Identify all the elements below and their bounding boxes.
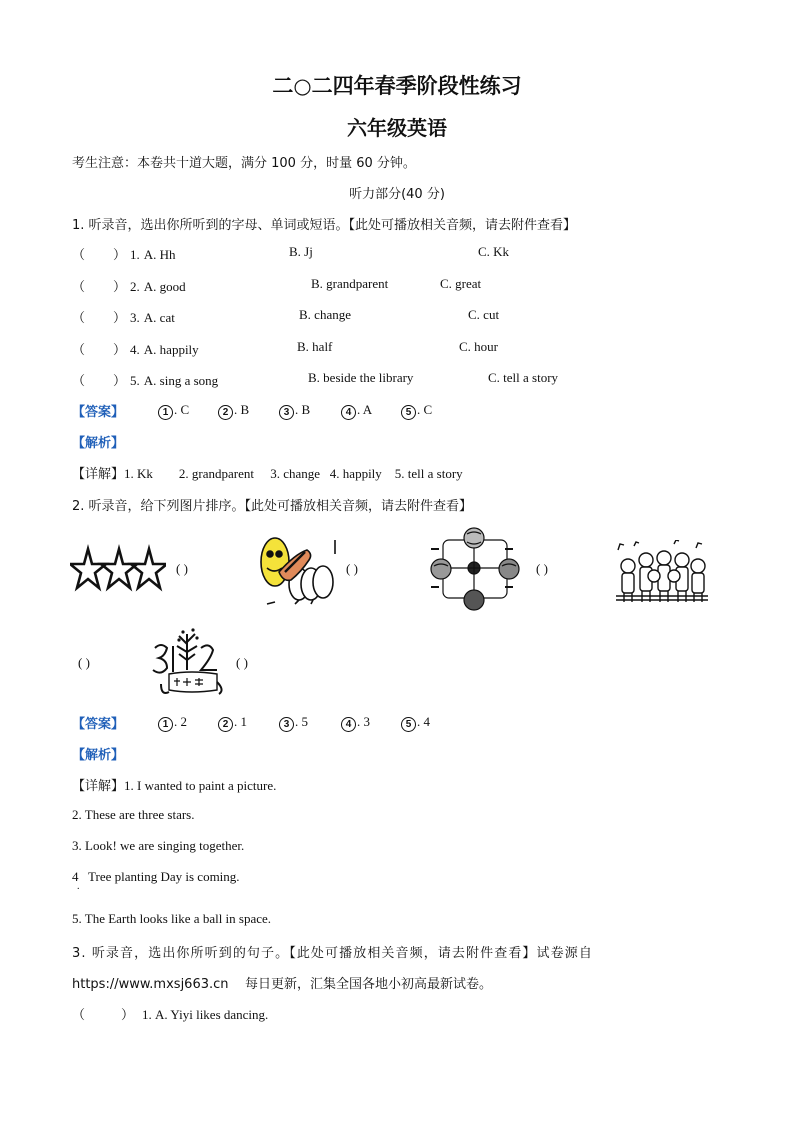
answer-value: . 5	[295, 714, 308, 729]
analysis-label: 【解析】	[72, 436, 125, 451]
paren-open: （	[72, 310, 86, 325]
circled-number: 4	[341, 405, 356, 420]
answer-value: . 1	[234, 714, 247, 729]
q2-detail-3: 3. Look! we are singing together.	[72, 838, 245, 853]
circled-number: 1	[158, 405, 173, 420]
paren-close: ）	[113, 373, 127, 388]
answer-item	[341, 401, 372, 420]
answer-value: . A	[357, 402, 373, 417]
paren-open: （	[72, 1007, 86, 1022]
item-number: 2.	[130, 279, 140, 294]
option-c: C. great	[440, 276, 482, 291]
detail-label: 【详解】	[72, 467, 125, 482]
option-b: B. change	[299, 307, 351, 322]
q1-item	[72, 307, 175, 327]
q1-item	[72, 370, 218, 390]
answer-value: . C	[417, 402, 433, 417]
q1-stem: 1. 听录音，选出你所听到的字母、单词或短语。【此处可播放相关音频，请去附件查看】	[72, 218, 577, 233]
circled-number: 4	[341, 717, 356, 732]
option-c: C. Kk	[478, 244, 510, 259]
answer-item	[279, 713, 308, 732]
q2-blank-2[interactable]: ( )	[346, 561, 358, 576]
item-number: 4.	[130, 342, 140, 357]
q1-item	[72, 244, 176, 264]
q2-blank-4[interactable]: ( )	[78, 655, 90, 670]
q3-item-text: 1. A. Yiyi likes dancing.	[142, 1007, 269, 1022]
paren-close: ）	[113, 247, 127, 262]
paren-close: ）	[113, 342, 127, 357]
paren-close: ）	[121, 1007, 135, 1022]
q2-detail-5: 5. The Earth looks like a ball in space.	[72, 911, 272, 926]
q3-source: https://www.mxsj663.cn 每日更新，汇集全国各地小初高最新试卷。	[72, 977, 493, 992]
circled-number: 5	[401, 405, 416, 420]
answer-item	[158, 713, 187, 732]
circled-number: 5	[401, 717, 416, 732]
q1-detail-row	[72, 463, 463, 483]
answer-value: . 2	[174, 714, 187, 729]
option-b: B. beside the library	[308, 370, 414, 385]
page-subtitle: 六年级英语	[347, 116, 447, 140]
paren-close: ）	[113, 310, 127, 325]
circled-number: 1	[158, 717, 173, 732]
q1-item	[72, 276, 186, 296]
q2-stem: 2. 听录音，给下列图片排序。【此处可播放相关音频，请去附件查看】	[72, 499, 473, 514]
caterpillar-painting-picture	[255, 532, 337, 606]
answer-value: . B	[234, 402, 250, 417]
option-c: C. cut	[468, 307, 500, 322]
answer-label: 【答案】	[72, 717, 125, 732]
answer-value: . C	[174, 402, 190, 417]
item-number: 5.	[130, 373, 140, 388]
item-number: 3.	[130, 310, 140, 325]
earth-orbit-picture	[427, 526, 521, 612]
paren-open: （	[72, 279, 86, 294]
detail-label: 【详解】	[72, 779, 125, 794]
three-stars-picture	[70, 542, 166, 594]
answer-label: 【答案】	[72, 405, 125, 420]
page-title: 二○二四年春季阶段性练习	[272, 73, 522, 98]
q2-detail-4: 4 Tree planting Day is coming.	[72, 869, 240, 884]
exam-notice: 考生注意：本卷共十道大题，满分 100 分，时量 60 分钟。	[72, 156, 416, 171]
q3-stem: 3. 听录音，选出你所听到的句子。【此处可播放相关音频，请去附件查看】试卷源自	[72, 946, 593, 961]
q3-item-1	[72, 1004, 268, 1024]
q2-detail-row-1	[72, 775, 276, 795]
circled-number: 3	[279, 717, 294, 732]
circled-number: 2	[218, 717, 233, 732]
answer-value: . 3	[357, 714, 370, 729]
q2-blank-5[interactable]: ( )	[236, 655, 248, 670]
paren-open: （	[72, 373, 86, 388]
option-c: C. tell a story	[488, 370, 559, 385]
circled-number: 3	[279, 405, 294, 420]
q2-detail-1: 1. I wanted to paint a picture.	[124, 778, 277, 793]
q1-detail-text: 1. Kk 2. grandparent 3. change 4. happily 5. tell a story	[124, 466, 463, 481]
q2-answer-row	[72, 713, 124, 733]
stray-dot: .	[77, 881, 80, 892]
children-singing-picture	[612, 540, 710, 606]
answer-item	[279, 401, 310, 420]
tree-planting-day-picture	[147, 624, 229, 698]
item-number: 1.	[130, 247, 140, 262]
answer-item	[341, 713, 370, 732]
answer-item	[401, 401, 432, 420]
q2-blank-3[interactable]: ( )	[536, 561, 548, 576]
q1-answer-row	[72, 401, 124, 421]
option-c: C. hour	[459, 339, 498, 354]
answer-item	[218, 401, 249, 420]
answer-item	[401, 713, 430, 732]
analysis-label: 【解析】	[72, 748, 125, 763]
q1-item	[72, 339, 199, 359]
option-a: A. happily	[143, 342, 199, 357]
answer-item	[218, 713, 247, 732]
option-a: A. cat	[143, 310, 175, 325]
answer-item	[158, 401, 189, 420]
paren-open: （	[72, 247, 86, 262]
answer-value: . B	[295, 402, 311, 417]
paren-close: ）	[113, 279, 127, 294]
option-b: B. half	[297, 339, 333, 354]
q3-source-row	[72, 973, 492, 993]
option-a: A. sing a song	[143, 373, 219, 388]
option-b: B. Jj	[289, 244, 313, 259]
answer-value: . 4	[417, 714, 430, 729]
section-heading: 听力部分(40 分)	[349, 187, 445, 202]
paren-open: （	[72, 342, 86, 357]
option-a: A. good	[143, 279, 186, 294]
option-b: B. grandparent	[311, 276, 389, 291]
q2-blank-1[interactable]: ( )	[176, 561, 188, 576]
circled-number: 2	[218, 405, 233, 420]
q2-detail-2: 2. These are three stars.	[72, 807, 195, 822]
option-a: A. Hh	[143, 247, 176, 262]
